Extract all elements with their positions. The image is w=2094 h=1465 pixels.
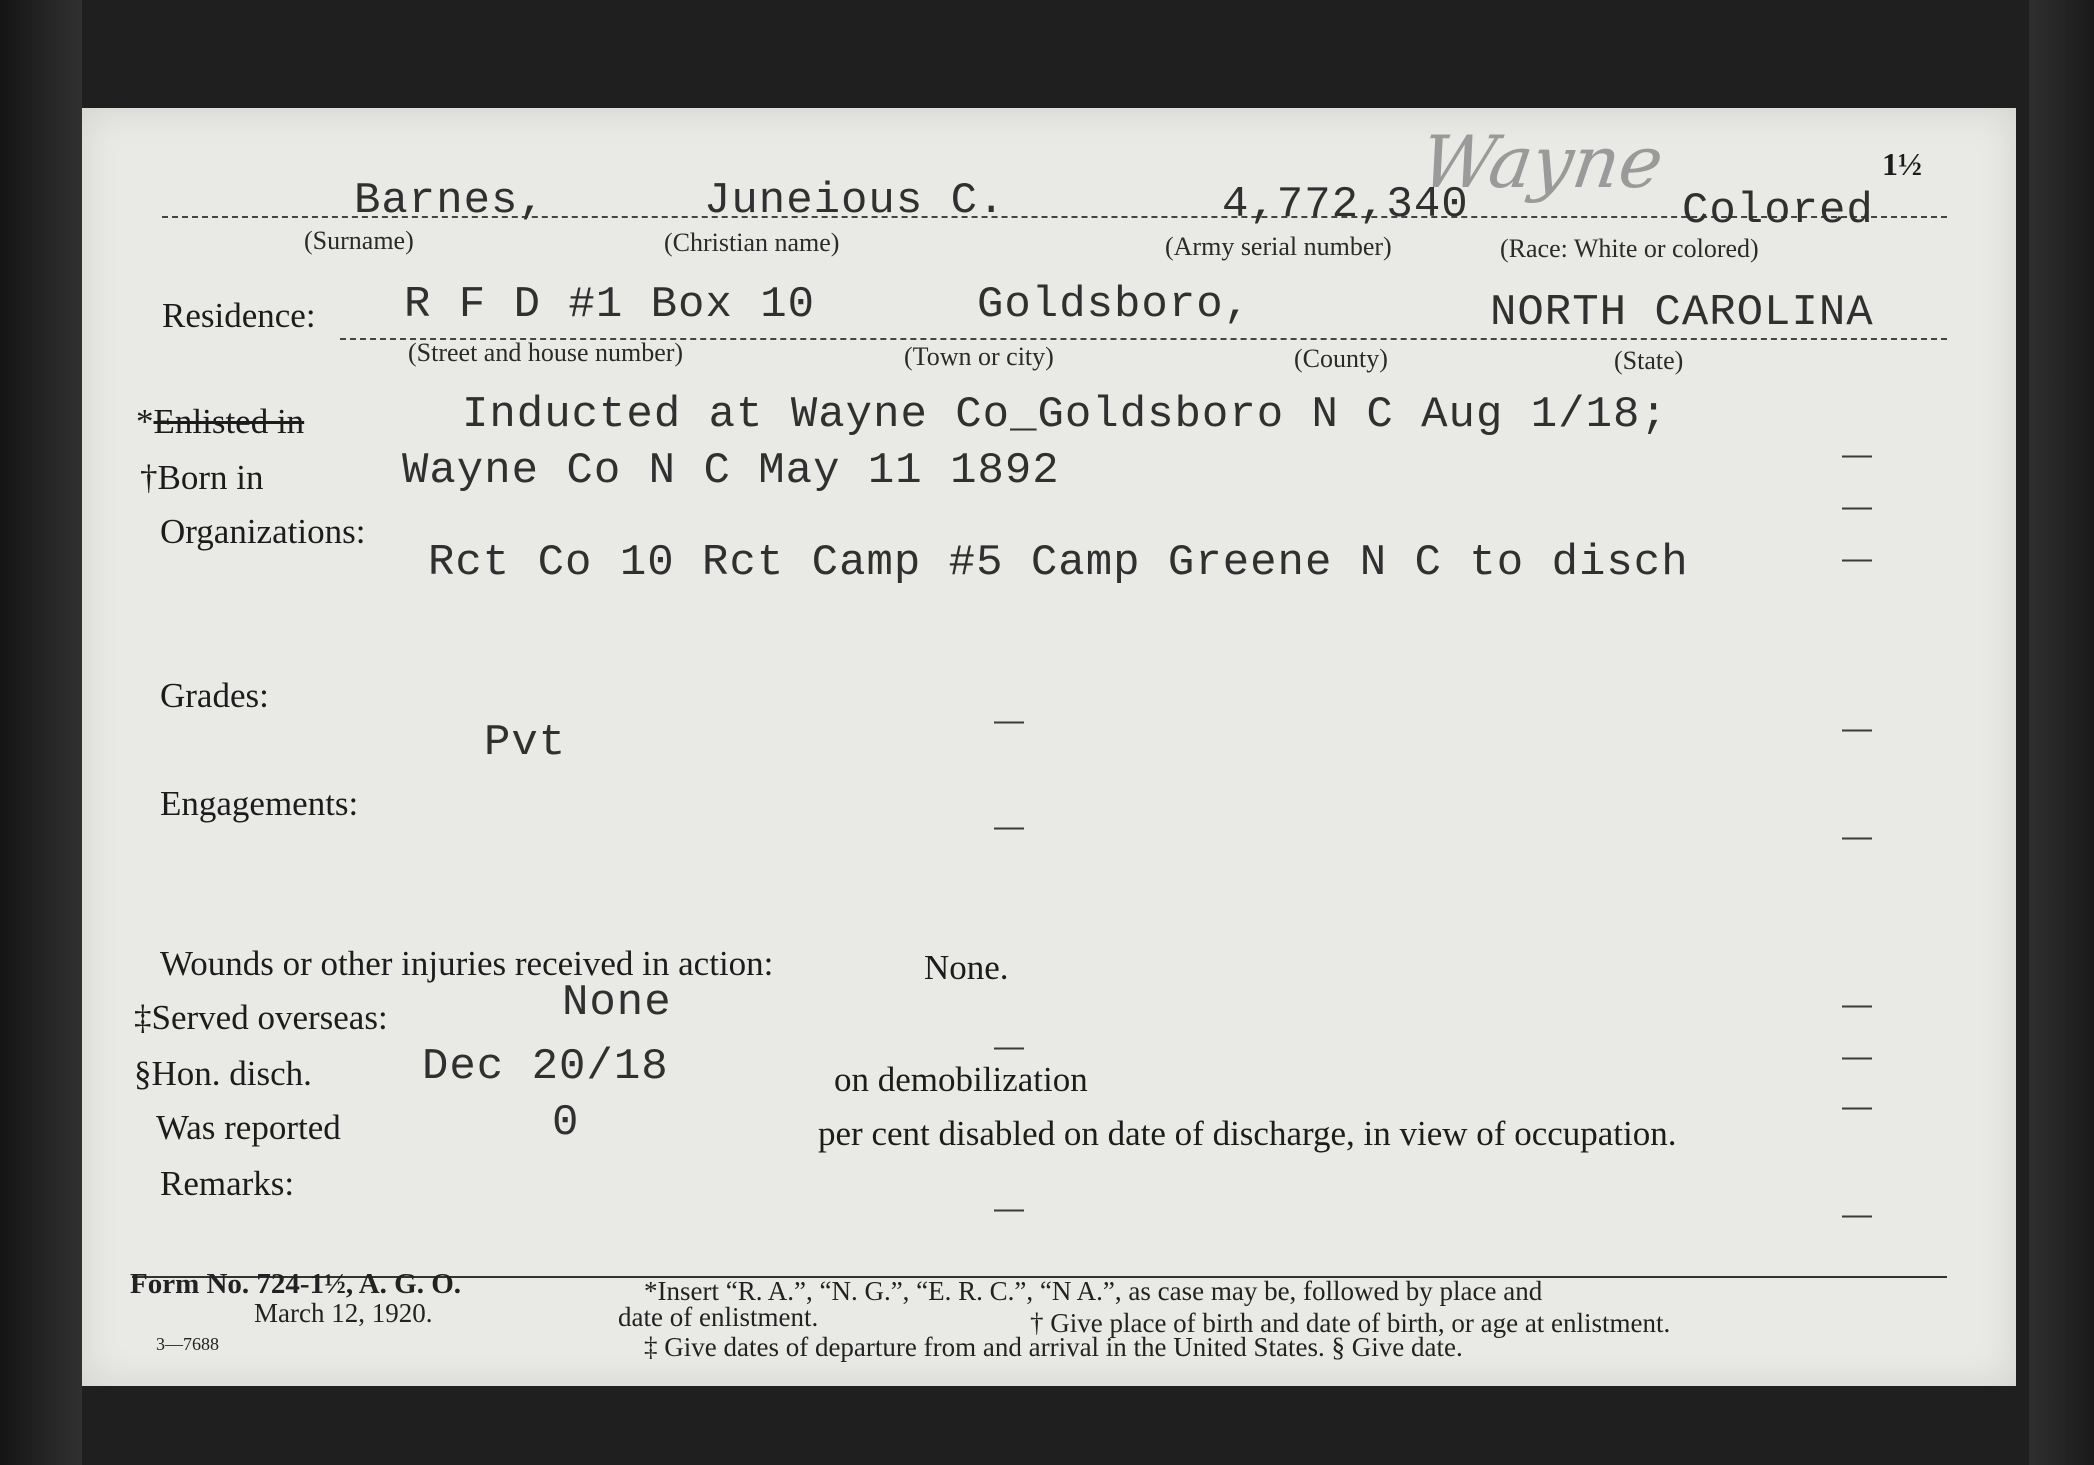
born-value: Wayne Co N C May 11 1892 — [402, 446, 1060, 496]
margin-dash: — — [1842, 988, 1872, 1021]
column-dash: — — [994, 704, 1024, 737]
enlisted-marker: * — [136, 402, 154, 441]
overseas-label — [134, 998, 388, 1038]
discharge-label — [134, 1054, 312, 1094]
wounds-value: None. — [924, 948, 1009, 987]
margin-dash: — — [1842, 438, 1872, 471]
margin-dash: — — [1842, 542, 1872, 575]
reported-value: 0 — [552, 1098, 580, 1148]
scan-shadow-right — [2029, 0, 2094, 1465]
state-value: NORTH CAROLINA — [1490, 288, 1874, 338]
margin-dash: — — [1842, 712, 1872, 745]
street-value: R F D #1 Box 10 — [404, 280, 816, 330]
wounds-label: Wounds or other injuries received in action: — [160, 944, 774, 983]
footnote-line-3: ‡ Give dates of departure from and arrival in the United States. § Give date. — [644, 1332, 1463, 1362]
margin-dash: — — [1842, 1090, 1872, 1123]
discharge-label-text: Hon. disch. — [151, 1054, 312, 1093]
form-date: March 12, 1920. — [254, 1298, 433, 1328]
discharge-note: on demobilization — [834, 1060, 1088, 1099]
enlisted-label — [136, 402, 304, 442]
surname-value: Barnes, — [354, 176, 546, 226]
margin-dash: — — [1842, 490, 1872, 523]
residence-label: Residence: — [162, 296, 316, 335]
enlisted-label-text: Enlisted in — [153, 402, 305, 441]
discharge-value: Dec 20/18 — [422, 1042, 669, 1092]
serial-caption: (Army serial number) — [1165, 232, 1392, 261]
christian-name-value: Juneious C. — [704, 176, 1006, 226]
organizations-value: Rct Co 10 Rct Camp #5 Camp Greene N C to disch — [428, 538, 1689, 588]
scan-shadow-left — [0, 0, 82, 1465]
grades-value: Pvt — [484, 718, 567, 768]
footnote-line-2a: date of enlistment. — [618, 1302, 819, 1332]
print-code: 3—7688 — [156, 1334, 219, 1354]
service-record-card — [82, 108, 2016, 1386]
overseas-value: None — [562, 978, 672, 1028]
overseas-marker: ‡ — [134, 998, 152, 1037]
corner-mark: 1½ — [1882, 146, 1922, 182]
remarks-label: Remarks: — [160, 1164, 295, 1203]
town-caption: (Town or city) — [904, 342, 1054, 371]
column-dash: — — [994, 1192, 1024, 1225]
enlisted-value: Inducted at Wayne Co_Goldsboro N C Aug 1/18; — [462, 390, 1668, 440]
serial-number-value: 4,772,340 — [1222, 180, 1469, 230]
margin-dash: — — [1842, 820, 1872, 853]
form-number: Form No. 724-1½, A. G. O. — [130, 1268, 462, 1300]
footnote-line-1: *Insert “R. A.”, “N. G.”, “E. R. C.”, “N A.”, as case may be, followed by place and — [644, 1276, 1543, 1306]
town-value: Goldsboro, — [977, 280, 1252, 330]
margin-dash: — — [1842, 1040, 1872, 1073]
discharge-marker: § — [134, 1054, 152, 1093]
column-dash: — — [994, 810, 1024, 843]
reported-note: per cent disabled on date of discharge, in view of occupation. — [818, 1114, 1677, 1153]
reported-label: Was reported — [156, 1108, 341, 1147]
born-label — [140, 458, 263, 498]
grades-label: Grades: — [160, 676, 269, 715]
organizations-label: Organizations: — [160, 512, 366, 551]
born-marker: † — [140, 458, 158, 497]
county-caption: (County) — [1294, 344, 1388, 373]
born-label-text: Born in — [157, 458, 264, 497]
street-caption: (Street and house number) — [408, 338, 684, 367]
footnote-line-2b: † Give place of birth and date of birth, or age at enlistment. — [1030, 1308, 1671, 1338]
engagements-label: Engagements: — [160, 784, 359, 823]
overseas-label-text: Served overseas: — [151, 998, 388, 1037]
race-value: Colored — [1682, 186, 1874, 236]
race-caption: (Race: White or colored) — [1500, 234, 1759, 263]
column-dash: — — [994, 1030, 1024, 1063]
margin-dash: — — [1842, 1198, 1872, 1231]
christian-name-caption: (Christian name) — [664, 228, 840, 257]
state-caption: (State) — [1614, 346, 1684, 375]
surname-caption: (Surname) — [304, 226, 414, 255]
handwritten-county: Wayne — [1416, 120, 1669, 204]
